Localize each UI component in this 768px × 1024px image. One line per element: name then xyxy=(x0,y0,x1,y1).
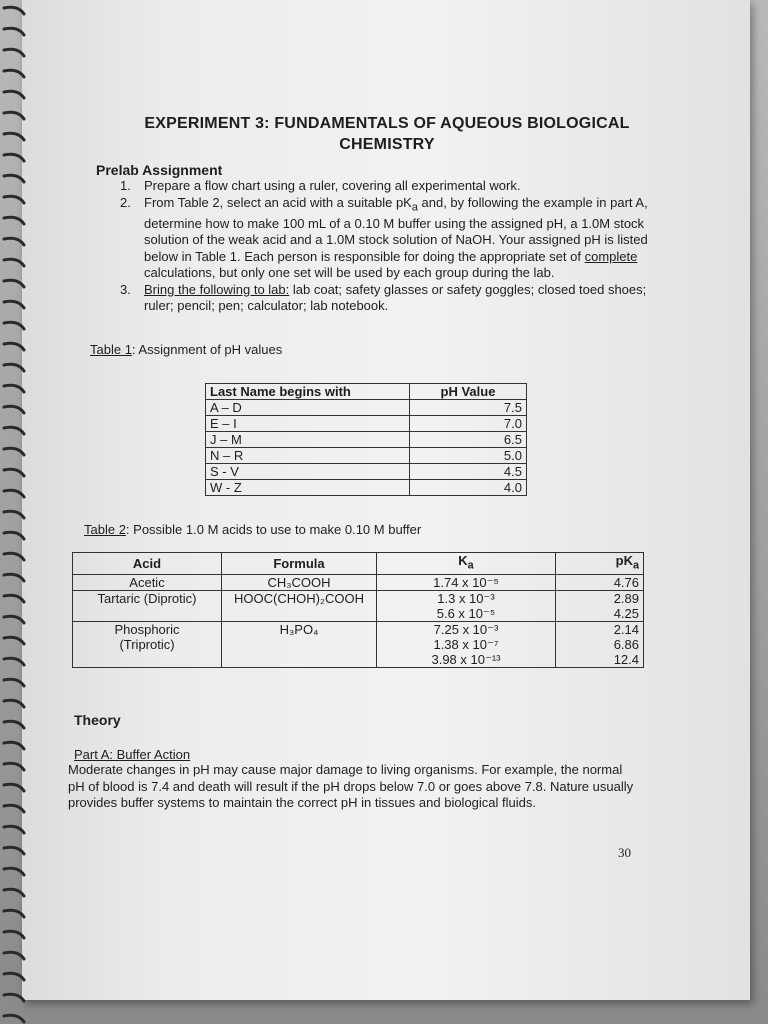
table-cell: HOOC(CHOH)₂COOH xyxy=(222,590,377,621)
table-cell: 4.5 xyxy=(410,464,527,480)
list-item xyxy=(96,282,656,315)
spiral-coil xyxy=(4,28,24,35)
theory-heading: Theory xyxy=(74,712,121,728)
table-cell: S - V xyxy=(206,464,410,480)
table-row xyxy=(73,621,644,667)
spiral-coil xyxy=(4,364,24,371)
header-cell xyxy=(377,553,556,575)
spiral-coil xyxy=(4,910,24,917)
spiral-coil xyxy=(4,826,24,833)
spiral-coil xyxy=(4,7,24,14)
table-cell: 4.76 xyxy=(556,574,644,590)
experiment-title xyxy=(122,113,652,155)
spiral-coil xyxy=(4,1015,24,1022)
table-row xyxy=(206,400,527,416)
table-cell: N – R xyxy=(206,448,410,464)
cell-line: 2.89 xyxy=(613,590,639,606)
spiral-coil xyxy=(4,574,24,581)
header-cell: Formula xyxy=(222,553,377,575)
table-row xyxy=(73,574,644,590)
header-cell: Acid xyxy=(73,553,222,575)
table-cell: W - Z xyxy=(206,480,410,496)
table-cell: E – I xyxy=(206,416,410,432)
table-row xyxy=(206,416,527,432)
underlined-text: complete xyxy=(584,248,638,264)
list-item xyxy=(96,195,656,282)
spiral-coil xyxy=(4,805,24,812)
table-cell: 7.5 xyxy=(410,400,527,416)
cell-line: 12.4 xyxy=(613,651,639,667)
cell-line: Phosphoric xyxy=(114,621,180,637)
table-cell xyxy=(377,621,556,667)
table-header-row xyxy=(73,553,644,575)
header-text: pK xyxy=(615,553,633,568)
table-cell: H₃PO₄ xyxy=(222,621,377,667)
spiral-coil xyxy=(4,616,24,623)
prelab-list xyxy=(96,178,656,315)
table1-caption xyxy=(90,342,282,357)
spiral-coil xyxy=(4,868,24,875)
list-item xyxy=(96,178,656,195)
subscript: a xyxy=(632,559,639,572)
caption-label: Table 1 xyxy=(90,342,132,357)
cell-line: 6.86 xyxy=(613,636,639,652)
spiral-coil xyxy=(4,91,24,98)
prelab-heading: Prelab Assignment xyxy=(96,162,223,178)
spiral-coil xyxy=(4,469,24,476)
acids-table xyxy=(72,552,644,668)
title-line-2: CHEMISTRY xyxy=(339,136,435,153)
spiral-coil xyxy=(4,490,24,497)
header-cell: pH Value xyxy=(410,384,527,400)
spiral-coil xyxy=(4,889,24,896)
part-a-paragraph: Moderate changes in pH may cause major damage to living organisms. For example, the normal pH of blood is 7.4 and death will result if the pH drops below 7.0 or goes above 7.8. Nature usually provides buffer systems to maintain the correct pH in tissues and biological fluids. xyxy=(68,762,634,810)
header-text: K xyxy=(458,553,468,568)
spiral-coil xyxy=(4,406,24,413)
table-row xyxy=(206,432,527,448)
table-row xyxy=(206,480,527,496)
subscript: a xyxy=(467,559,474,572)
item-text: Prepare a flow chart using a ruler, covering all experimental work. xyxy=(144,178,521,193)
spiral-coil xyxy=(4,742,24,749)
spiral-coil xyxy=(4,238,24,245)
table-cell: CH₃COOH xyxy=(222,574,377,590)
table-row xyxy=(73,590,644,621)
item-number: 3. xyxy=(120,281,131,297)
spiral-coil xyxy=(4,112,24,119)
table-cell: J – M xyxy=(206,432,410,448)
spiral-coil xyxy=(4,658,24,665)
spiral-coil xyxy=(4,259,24,266)
cell-line: 3.98 x 10⁻¹³ xyxy=(431,651,501,667)
item-text: lab coat; safety glasses or safety goggles; closed toed shoes; ruler; pencil; pen; calculator; lab notebook. xyxy=(144,281,647,314)
caption-label: Table 2 xyxy=(84,522,126,537)
table-cell: A – D xyxy=(206,400,410,416)
cell-line: 1.3 x 10⁻³ xyxy=(437,590,495,606)
table2-caption xyxy=(84,522,421,537)
spiral-coil xyxy=(4,721,24,728)
spiral-coil xyxy=(4,49,24,56)
table-cell: Tartaric (Diprotic) xyxy=(73,590,222,621)
table-cell xyxy=(556,590,644,621)
spiral-coil xyxy=(4,343,24,350)
spiral-coil xyxy=(4,448,24,455)
page-number: 30 xyxy=(618,845,631,860)
table-row xyxy=(206,464,527,480)
ph-assignment-table xyxy=(205,383,527,496)
spiral-coil xyxy=(4,700,24,707)
underlined-text: Bring the following to lab: xyxy=(144,281,290,297)
spiral-coil xyxy=(4,931,24,938)
spiral-coil xyxy=(4,154,24,161)
table-cell: 7.0 xyxy=(410,416,527,432)
spiral-coil xyxy=(4,679,24,686)
table-cell: 5.0 xyxy=(410,448,527,464)
spiral-coil xyxy=(4,280,24,287)
caption-text: : Assignment of pH values xyxy=(131,342,283,357)
cell-line: 7.25 x 10⁻³ xyxy=(433,621,499,637)
table-cell: 1.74 x 10⁻⁵ xyxy=(377,574,556,590)
spiral-coil xyxy=(4,847,24,854)
spiral-coil xyxy=(4,70,24,77)
cell-line: (Triprotic) xyxy=(119,636,175,652)
table-row xyxy=(206,448,527,464)
spiral-coil xyxy=(4,427,24,434)
spiral-coil xyxy=(4,784,24,791)
spiral-coil xyxy=(4,532,24,539)
table-cell: 6.5 xyxy=(410,432,527,448)
spiral-coil xyxy=(4,196,24,203)
header-cell xyxy=(556,553,644,575)
item-number: 2. xyxy=(120,194,131,210)
item-number: 1. xyxy=(120,178,131,193)
spiral-coil xyxy=(4,385,24,392)
spiral-coil xyxy=(4,595,24,602)
table-cell: 4.0 xyxy=(410,480,527,496)
table-header-row xyxy=(206,384,527,400)
table-cell: Acetic xyxy=(73,574,222,590)
spiral-coil xyxy=(4,994,24,1001)
cell-line: 4.25 xyxy=(613,605,639,621)
spiral-coil xyxy=(4,763,24,770)
caption-text: : Possible 1.0 M acids to use to make 0.10 M buffer xyxy=(125,522,422,537)
cell-line: 1.38 x 10⁻⁷ xyxy=(433,636,499,652)
page-content xyxy=(22,0,750,1000)
part-a-heading: Part A: Buffer Action xyxy=(74,747,191,762)
spiral-coil xyxy=(4,133,24,140)
spiral-coil xyxy=(4,322,24,329)
item-text: calculations, but only one set will be used by each group during the lab. xyxy=(144,265,555,281)
spiral-coil xyxy=(4,973,24,980)
spiral-coil xyxy=(4,217,24,224)
table-cell xyxy=(556,621,644,667)
cell-line: 5.6 x 10⁻⁵ xyxy=(436,605,496,621)
subscript: a xyxy=(411,201,418,214)
cell-line: 2.14 xyxy=(613,621,639,637)
spiral-coil xyxy=(4,637,24,644)
item-text: and, by following the example in part A, determine how to make 100 mL of a 0.10 M buffer using the assigned pH, a 1.0M stock solution of the weak acid and a 1.0M stock solution of NaOH. Your assigned pH is listed below in Table 1. Each person is responsible for doing the appropriate set of xyxy=(144,194,648,264)
table-cell xyxy=(377,590,556,621)
spiral-coil xyxy=(4,511,24,518)
item-text: From Table 2, select an acid with a suitable pK xyxy=(144,194,412,210)
spiral-coil xyxy=(4,175,24,182)
spiral-coil xyxy=(4,553,24,560)
table-cell xyxy=(73,621,222,667)
header-cell: Last Name begins with xyxy=(206,384,410,400)
spiral-coil xyxy=(4,952,24,959)
title-line-1: EXPERIMENT 3: FUNDAMENTALS OF AQUEOUS BIOLOGICAL xyxy=(144,115,630,132)
spiral-coil xyxy=(4,301,24,308)
